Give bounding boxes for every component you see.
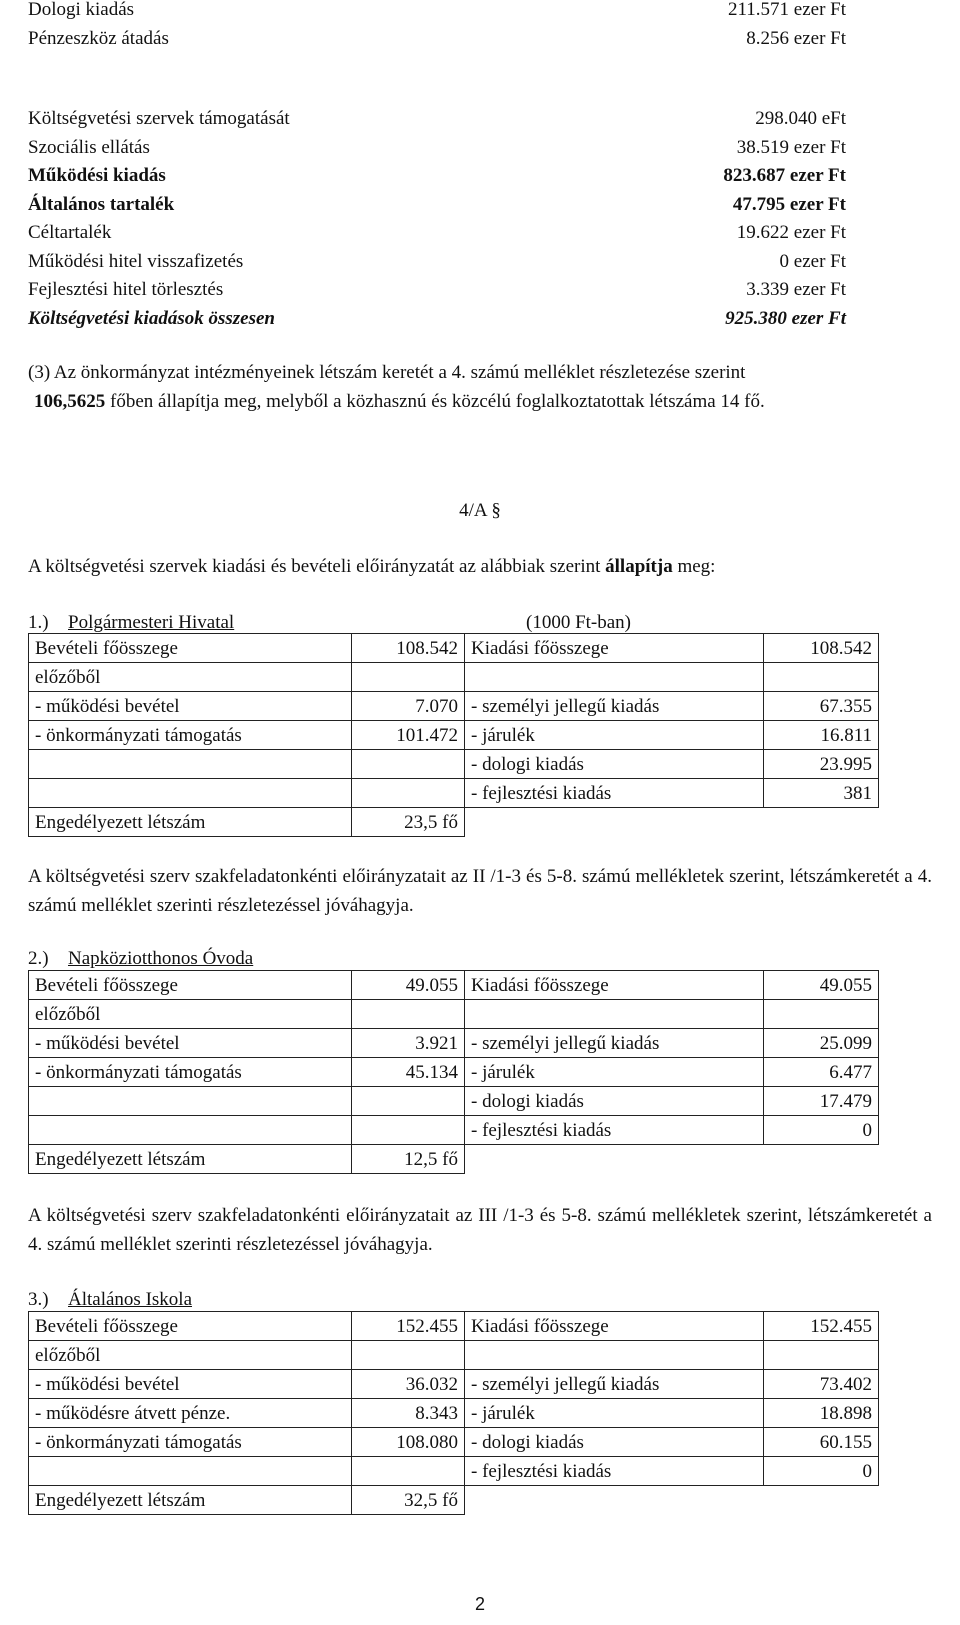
table-cell: - működésre átvett pénze.	[29, 1399, 352, 1428]
institution-name: Polgármesteri Hivatal	[68, 612, 235, 633]
table-cell: 3.921	[352, 1029, 465, 1058]
table-row	[29, 1087, 879, 1116]
table-cell: - járulék	[465, 721, 764, 750]
table-cell: 0	[764, 1457, 879, 1486]
budget-table	[28, 633, 879, 837]
table-cell: - fejlesztési kiadás	[465, 1457, 764, 1486]
table-cell: Engedélyezett létszám	[29, 808, 352, 837]
table-row	[29, 1428, 879, 1457]
summary-label: Fejlesztési hitel törlesztés	[28, 279, 224, 300]
intro-bold: állapítja	[605, 556, 673, 577]
summary-label: Működési hitel visszafizetés	[28, 250, 244, 272]
table-cell	[465, 1486, 764, 1515]
table-cell: 73.402	[764, 1370, 879, 1399]
table-cell: 49.055	[764, 971, 879, 1000]
table-cell: - személyi jellegű kiadás	[465, 692, 764, 721]
table-row	[29, 750, 879, 779]
table-cell	[352, 1087, 465, 1116]
table-cell: 32,5 fő	[352, 1486, 465, 1515]
table-row	[29, 692, 879, 721]
summary-row	[28, 0, 846, 24]
approval-note: A költségvetési szerv szakfeladatonkénti előirányzatait az II /1-3 és 5-8. számú mellékletek szerint, létszámkeretét a 4. számú melléklet szerinti részletezéssel jóváhagyja.	[28, 866, 932, 916]
table-cell: 67.355	[764, 692, 879, 721]
table-row	[29, 779, 879, 808]
table-row	[29, 1058, 879, 1087]
summary-value: 0 ezer Ft	[779, 250, 846, 272]
table-row	[29, 1312, 879, 1341]
table-cell: - önkormányzati támogatás	[29, 721, 352, 750]
table-cell: 152.455	[764, 1312, 879, 1341]
table-cell	[465, 808, 764, 837]
summary-row	[28, 247, 846, 276]
summary-label: Szociális ellátás	[28, 136, 150, 158]
table-cell: előzőből	[29, 663, 352, 692]
table-cell: 16.811	[764, 721, 879, 750]
table-cell	[29, 1457, 352, 1486]
table-cell	[764, 1341, 879, 1370]
table-cell	[465, 1000, 764, 1029]
table-row	[29, 1145, 879, 1174]
table-cell	[352, 1116, 465, 1145]
table-row	[29, 1370, 879, 1399]
table-cell: 49.055	[352, 971, 465, 1000]
table-cell: - működési bevétel	[29, 692, 352, 721]
table-row	[29, 1486, 879, 1515]
table-cell: Kiadási főösszege	[465, 971, 764, 1000]
summary-total-row	[28, 304, 846, 333]
table-cell: - dologi kiadás	[465, 750, 764, 779]
table-cell	[352, 1000, 465, 1029]
table-cell: - dologi kiadás	[465, 1428, 764, 1457]
table-cell	[764, 1145, 879, 1174]
summary-value: 38.519 ezer Ft	[736, 136, 846, 158]
table-cell: 8.343	[352, 1399, 465, 1428]
table-cell	[764, 808, 879, 837]
summary-label: Működési kiadás	[28, 165, 166, 186]
table-cell	[352, 779, 465, 808]
summary-value: 3.339 ezer Ft	[746, 279, 846, 300]
table-cell: előzőből	[29, 1341, 352, 1370]
table-cell: 23.995	[764, 750, 879, 779]
table-cell: 23,5 fő	[352, 808, 465, 837]
table-cell: Bevételi főösszege	[29, 1312, 352, 1341]
table-cell: 60.155	[764, 1428, 879, 1457]
table-cell	[352, 750, 465, 779]
summary-row	[28, 104, 846, 133]
table-cell: Bevételi főösszege	[29, 634, 352, 663]
table-cell	[465, 663, 764, 692]
institution-number: 1.)	[28, 612, 49, 633]
table-cell	[29, 1087, 352, 1116]
table-cell	[29, 1116, 352, 1145]
summary-row	[28, 161, 846, 190]
institution-number: 2.)	[28, 948, 49, 969]
table-cell: 152.455	[352, 1312, 465, 1341]
table-cell	[465, 1341, 764, 1370]
table-cell	[352, 1341, 465, 1370]
table-cell	[352, 663, 465, 692]
expense-summary	[28, 104, 846, 332]
unit-label: (1000 Ft-ban)	[526, 612, 632, 633]
budget-table	[28, 970, 879, 1174]
table-cell	[29, 779, 352, 808]
table-cell: Engedélyezett létszám	[29, 1486, 352, 1515]
institution-heading	[28, 1285, 192, 1314]
summary-value: 8.256 ezer Ft	[746, 27, 846, 49]
summary-value: 211.571 ezer Ft	[727, 0, 846, 20]
summary-value: 298.040 eFt	[755, 108, 846, 129]
table-cell	[465, 1145, 764, 1174]
summary-value: 47.795 ezer Ft	[732, 193, 846, 215]
table-cell: - járulék	[465, 1058, 764, 1087]
summary-value: 823.687 ezer Ft	[723, 165, 846, 186]
table-cell	[352, 1457, 465, 1486]
table-row	[29, 1000, 879, 1029]
paragraph-text: főben állapítja meg, melyből a közhasznú és közcélú foglalkoztatottak létszáma 14 fő.	[105, 391, 765, 412]
summary-label: Pénzeszköz átadás	[28, 27, 169, 49]
table-cell: 6.477	[764, 1058, 879, 1087]
summary-label: Általános tartalék	[28, 193, 175, 215]
page-number: 2	[474, 1594, 485, 1614]
table-cell: 45.134	[352, 1058, 465, 1087]
table-cell: 7.070	[352, 692, 465, 721]
table-cell: Engedélyezett létszám	[29, 1145, 352, 1174]
table-cell: 18.898	[764, 1399, 879, 1428]
table-cell: - fejlesztési kiadás	[465, 1116, 764, 1145]
summary-row	[28, 275, 846, 304]
table-cell: 36.032	[352, 1370, 465, 1399]
institution-name: Napköziotthonos Óvoda	[68, 948, 254, 969]
table-cell	[764, 1000, 879, 1029]
table-cell: 12,5 fő	[352, 1145, 465, 1174]
budget-table	[28, 1311, 879, 1515]
table-row	[29, 1457, 879, 1486]
summary-value: 925.380 ezer Ft	[725, 307, 846, 329]
table-row	[29, 1399, 879, 1428]
intro-text: A költségvetési szervek kiadási és bevételi előirányzatát az alábbiak szerint	[28, 556, 606, 577]
institution-name: Általános Iskola	[68, 1289, 193, 1310]
summary-label: Költségvetési szervek támogatását	[28, 108, 290, 129]
institution-number: 3.)	[28, 1289, 49, 1310]
table-cell: Bevételi főösszege	[29, 971, 352, 1000]
table-cell: - működési bevétel	[29, 1370, 352, 1399]
table-row	[29, 1116, 879, 1145]
summary-label: Költségvetési kiadások összesen	[28, 307, 275, 329]
table-cell: - személyi jellegű kiadás	[465, 1370, 764, 1399]
table-cell	[29, 750, 352, 779]
intro-text: meg:	[672, 556, 716, 577]
section-title: 4/A §	[459, 500, 501, 521]
intro-paragraph	[28, 552, 932, 581]
table-row	[29, 971, 879, 1000]
summary-row	[28, 24, 846, 53]
summary-row	[28, 218, 846, 247]
table-cell: előzőből	[29, 1000, 352, 1029]
table-row	[29, 1341, 879, 1370]
table-cell: - működési bevétel	[29, 1029, 352, 1058]
table-row	[29, 1029, 879, 1058]
table-cell	[764, 1486, 879, 1515]
approval-note: A költségvetési szerv szakfeladatonkénti előirányzatait az III /1-3 és 5-8. számú mellékletek szerint, létszámkeretét a 4. számú melléklet szerinti részletezéssel jóváhagyja.	[28, 1205, 932, 1255]
table-cell: Kiadási főösszege	[465, 634, 764, 663]
summary-label: Céltartalék	[28, 222, 112, 243]
table-cell	[764, 663, 879, 692]
table-cell: 0	[764, 1116, 879, 1145]
expense-summary-top	[28, 0, 846, 52]
table-cell: 25.099	[764, 1029, 879, 1058]
summary-row	[28, 133, 846, 162]
summary-row	[28, 190, 846, 219]
staff-number: 106,5625	[34, 391, 106, 412]
table-row	[29, 721, 879, 750]
institution-heading	[28, 944, 253, 973]
table-cell: Kiadási főösszege	[465, 1312, 764, 1341]
table-cell: - önkormányzati támogatás	[29, 1428, 352, 1457]
table-cell: - járulék	[465, 1399, 764, 1428]
summary-value: 19.622 ezer Ft	[736, 222, 846, 243]
table-row	[29, 663, 879, 692]
paragraph-text: (3) Az önkormányzat intézményeinek létszám keretét a 4. számú melléklet részletezése szerint	[28, 362, 746, 383]
table-cell: 108.080	[352, 1428, 465, 1457]
table-cell: - önkormányzati támogatás	[29, 1058, 352, 1087]
table-cell: 17.479	[764, 1087, 879, 1116]
table-row	[29, 808, 879, 837]
table-cell: 108.542	[764, 634, 879, 663]
table-cell: - fejlesztési kiadás	[465, 779, 764, 808]
paragraph-3	[28, 358, 932, 416]
table-cell: - dologi kiadás	[465, 1087, 764, 1116]
summary-label: Dologi kiadás	[28, 0, 135, 20]
table-cell: 108.542	[352, 634, 465, 663]
table-row	[29, 634, 879, 663]
table-cell: 381	[764, 779, 879, 808]
table-cell: 101.472	[352, 721, 465, 750]
table-cell: - személyi jellegű kiadás	[465, 1029, 764, 1058]
